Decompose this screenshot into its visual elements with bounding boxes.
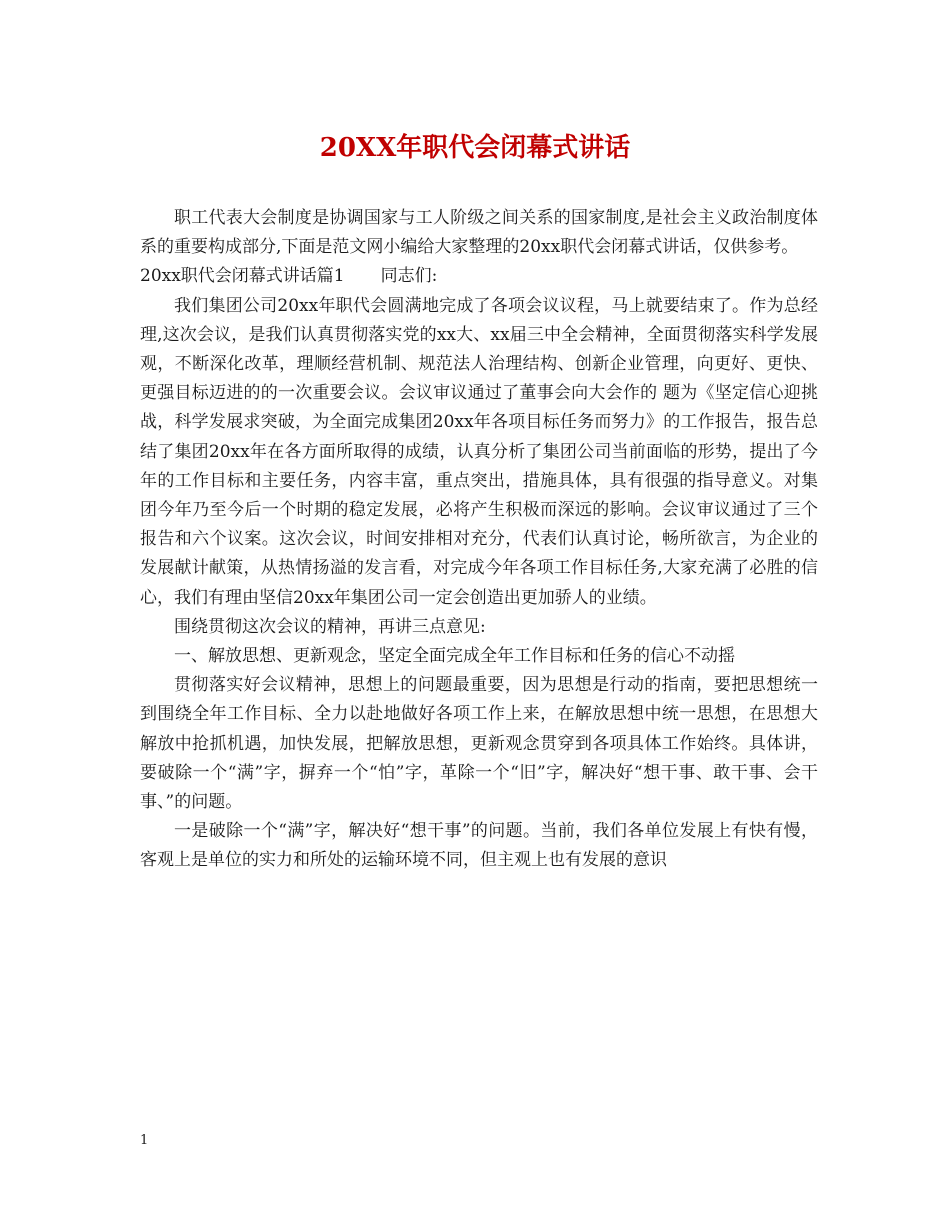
- document-title: 20XX年职代会闭幕式讲话: [319, 133, 631, 163]
- page-number: 1: [140, 1133, 149, 1148]
- salutation: 同志们:: [380, 266, 438, 287]
- body-paragraph: 一是破除一个“满”字，解决好“想干事”的问题。当前，我们各单位发展上有快有慢，客观上是单位的实力和所处的运输环境不同，但主观上也有发展的意识: [140, 821, 818, 871]
- body-paragraph: 围绕贯彻这次会议的精神，再讲三点意见:: [174, 616, 486, 637]
- document-body: [140, 204, 818, 876]
- section-heading-line: [140, 262, 818, 291]
- intro-paragraph: 职工代表大会制度是协调国家与工人阶级之间关系的国家制度,是社会主义政治制度体系的重要构成部分,下面是范文网小编给大家整理的20xx职代会闭幕式讲话，仅供参考。: [140, 208, 818, 258]
- body-paragraph: 一、解放思想、更新观念，坚定全面完成全年工作目标和任务的信心不动摇: [174, 646, 735, 667]
- body-paragraph: 贯彻落实好会议精神，思想上的问题最重要，因为思想是行动的指南，要把思想统一到围绕全年工作目标、全力以赴地做好各项工作上来，在解放思想中统一思想，在思想大解放中抢抓机遇，加快发展，把解放思想，更新观念贯穿到各项具体工作始终。具体讲，要破除一个“满”字，摒弃一个“怕”字，革除一个“旧”字，解决好“想干事、敢干事、会干事、”的问题。: [140, 675, 818, 813]
- body-paragraph: 我们集团公司20xx年职代会圆满地完成了各项会议议程，马上就要结束了。作为总经理,这次会议，是我们认真贯彻落实党的xx大、xx届三中全会精神，全面贯彻落实科学发展观，不断深化改革，理顺经营机制、规范法人治理结构、创新企业管理，向更好、更快、更强目标迈进的的一次重要会议。会议审议通过了董事会向大会作的 题为《坚定信心迎挑战，科学发展求突破，为全面完成集团20xx年各项目标任务而努力》的工作报告，报告总结了集团20xx年在各方面所取得的成绩，认真分析了集团公司当前面临的形势，提出了今年的工作目标和主要任务，内容丰富，重点突出，措施具体，具有很强的指导意义。对集团今年乃至今后一个时期的稳定发展，必将产生积极而深远的影响。会议审议通过了三个报告和六个议案。这次会议，时间安排相对充分，代表们认真讨论，畅所欲言，为企业的发展献计献策，从热情扬溢的发言看，对完成今年各项工作目标任务,大家充满了必胜的信心，我们有理由坚信20xx年集团公司一定会创造出更加骄人的业绩。: [140, 295, 818, 608]
- section-heading: 20xx职代会闭幕式讲话篇1: [140, 266, 345, 287]
